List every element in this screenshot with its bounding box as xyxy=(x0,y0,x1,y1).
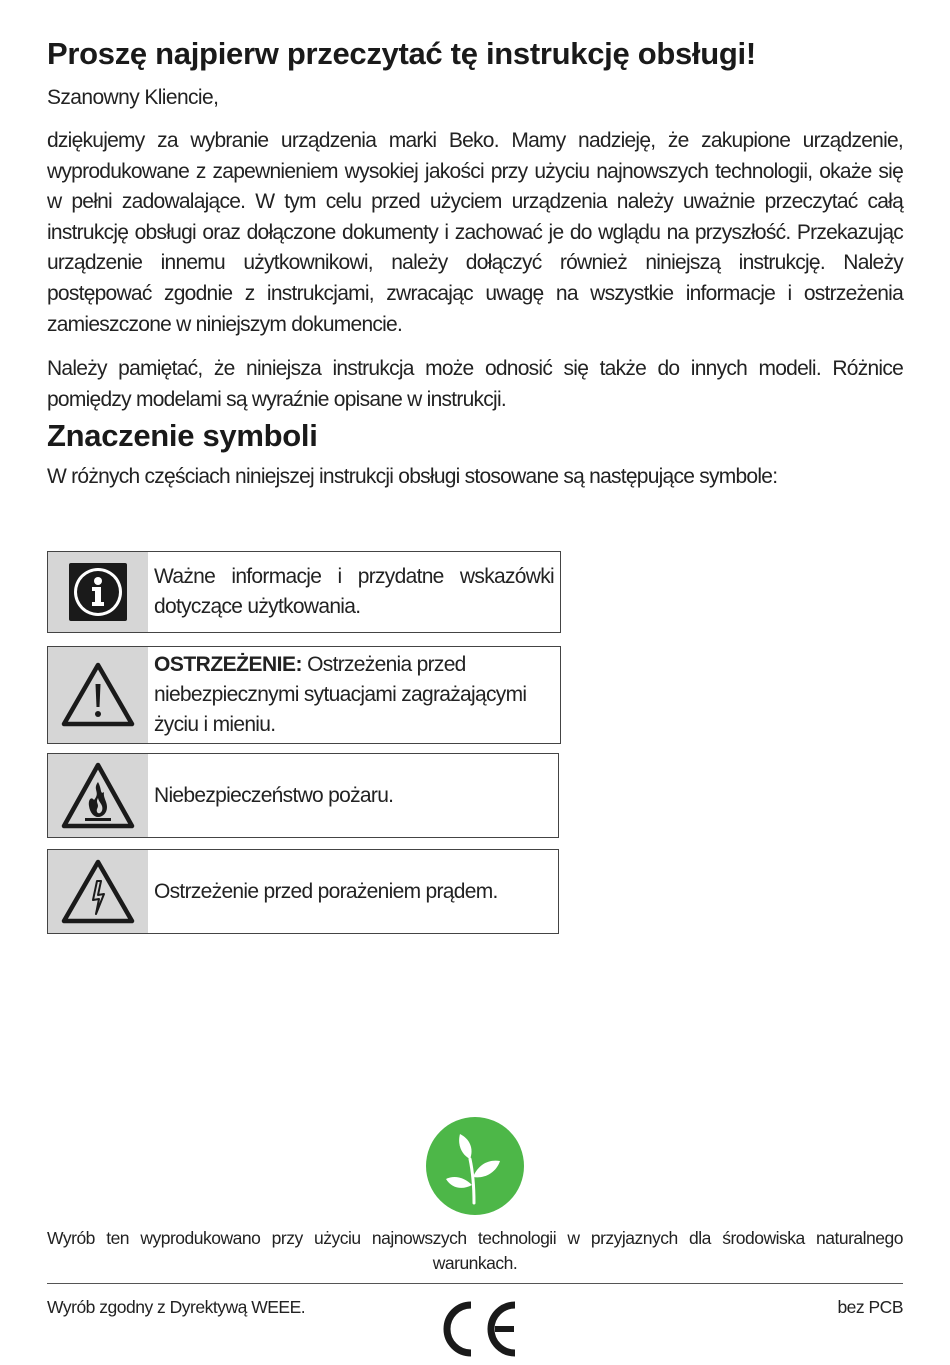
footer-divider xyxy=(47,1283,903,1284)
symbol-row-info xyxy=(47,551,561,633)
symbol-text-fire: Niebezpieczeństwo pożaru. xyxy=(154,783,394,807)
eco-leaf-icon xyxy=(426,1117,524,1215)
intro-paragraph: dziękujemy za wybranie urządzenia marki Beko. Mamy nadzieję, że zakupione urządzenie, wyprodukowane z zapewnieniem wysokiej jakości przy użyciu najnowszych technologii, okaże się w pełni zadowalające. W tym celu przed użyciem urządzenia należy uważnie przeczytać całą instrukcję obsługi oraz dołączone dokumenty i zachować je do wglądu na przyszłość. Przekazując urządzenie innemu użytkownikowi, należy dołączyć również niniejszą instrukcję. Należy postępować zgodnie z instrukcjami, zwracając uwagę na wszystkie informacje i ostrzeżenia zamieszczone w niniejszym dokumencie. xyxy=(47,129,903,336)
manual-page xyxy=(47,0,903,1364)
ce-mark-icon xyxy=(431,1298,519,1360)
models-note-paragraph: Należy pamiętać, że niniejsza instrukcja może odnosić się także do innych modeli. Różnice pomiędzy modelami są wyraźnie opisane w instrukcji. xyxy=(47,357,903,411)
weee-statement: Wyrób zgodny z Dyrektywą WEEE. xyxy=(47,1297,306,1317)
electric-shock-icon xyxy=(48,850,148,933)
symbol-row-warning xyxy=(47,646,561,744)
warning-triangle-icon xyxy=(48,647,148,743)
eco-statement: Wyrób ten wyprodukowano przy użyciu najnowszych technologii w przyjaznych dla środowiska naturalnego warunkach. xyxy=(47,1228,903,1273)
fire-hazard-icon xyxy=(48,754,148,837)
symbol-row-electric xyxy=(47,849,559,934)
symbol-text-info: Ważne informacje i przydatne wskazówki dotyczące użytkowania. xyxy=(154,565,554,618)
symbol-text-electric: Ostrzeżenie przed porażeniem prądem. xyxy=(154,879,498,903)
greeting: Szanowny Kliencie, xyxy=(47,86,219,109)
symbols-intro: W różnych częściach niniejszej instrukcji obsługi stosowane są następujące symbole: xyxy=(47,465,778,488)
symbol-text-warning: Ostrzeżenia przed niebezpiecznymi sytuacjami zagrażającymi życiu i mieniu. xyxy=(154,653,527,736)
warning-label: OSTRZEŻENIE: xyxy=(154,653,303,676)
symbol-row-fire xyxy=(47,753,559,838)
info-icon xyxy=(48,552,148,632)
symbols-heading: Znaczenie symboli xyxy=(47,418,318,453)
page-title: Proszę najpierw przeczytać tę instrukcję obsługi! xyxy=(47,36,756,71)
pcb-statement: bez PCB xyxy=(837,1297,903,1317)
